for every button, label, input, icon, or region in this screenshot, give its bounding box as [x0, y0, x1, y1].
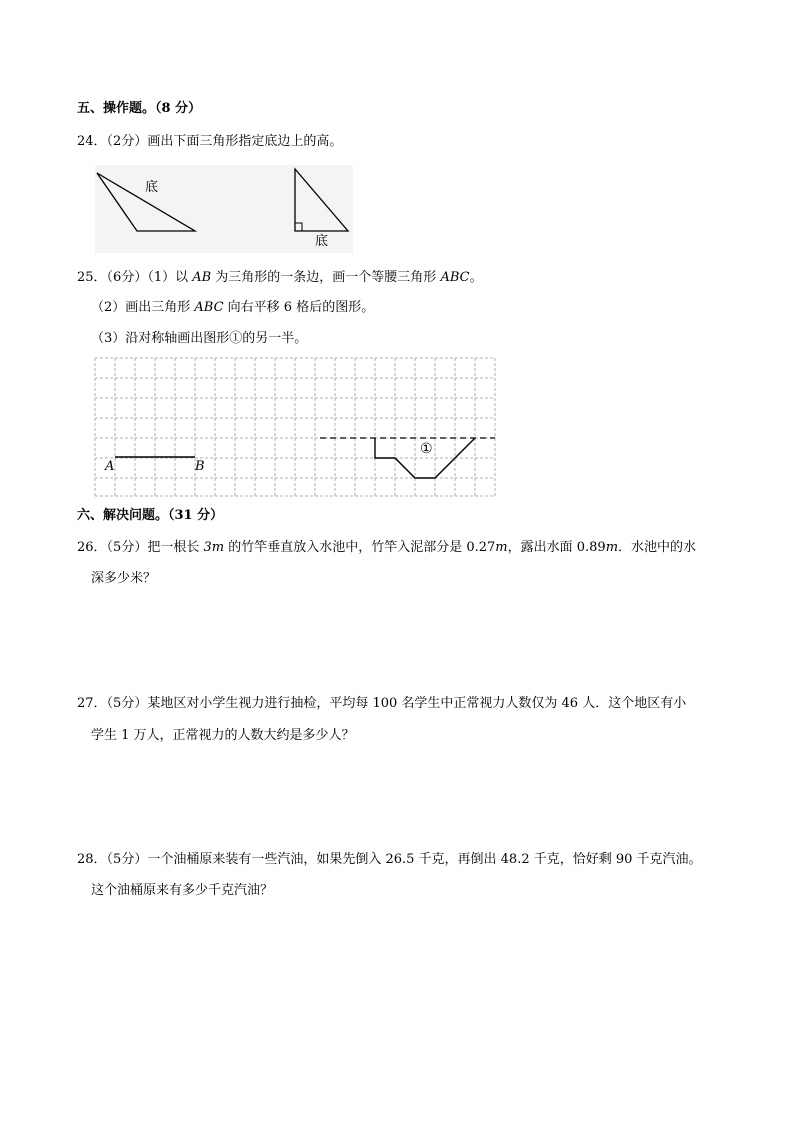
base-label-2: 底	[315, 234, 329, 249]
question-25-line-3: （3）沿对称轴画出图形①的另一半。	[91, 331, 308, 346]
figure-1-mark: ①	[420, 441, 433, 457]
section-heading: 六、解决问题。（31 分）	[77, 508, 224, 523]
question-25-line-2: （2）画出三角形 ABC 向右平移 6 格后的图形。	[91, 300, 375, 315]
question-26-line-1: 26．（5分）把一根长 3m 的竹竿垂直放入水池中，竹竿入泥部分是 0.27m，露出水面 0.89m．水池中的水	[77, 540, 697, 555]
dashed-grid	[95, 358, 495, 496]
question-28-line-2: 这个油桶原来有多少千克汽油？	[91, 883, 274, 898]
grid-figure	[95, 358, 497, 498]
base-label-1: 底	[145, 180, 159, 195]
question-27-line-2: 学生 1 万人，正常视力的人数大约是多少人？	[91, 728, 355, 743]
question-25-line-1: 25．（6分）（1）以 AB 为三角形的一条边，画一个等腰三角形 ABC。	[77, 270, 483, 285]
question-24-text: 24．（2分）画出下面三角形指定底边上的高。	[77, 134, 343, 149]
question-26-line-2: 深多少米？	[91, 571, 157, 586]
section-heading: 五、操作题。（8 分）	[77, 101, 202, 116]
point-a-label: A	[105, 459, 115, 474]
question-27-line-1: 27．（5分）某地区对小学生视力进行抽检，平均每 100 名学生中正常视力人数仅为 46 人．这个地区有小	[77, 696, 687, 711]
point-b-label: B	[195, 459, 205, 474]
question-28-line-1: 28．（5分）一个油桶原来装有一些汽油，如果先倒入 26.5 千克，再倒出 48.2 千克，恰好剩 90 千克汽油。	[77, 852, 702, 867]
